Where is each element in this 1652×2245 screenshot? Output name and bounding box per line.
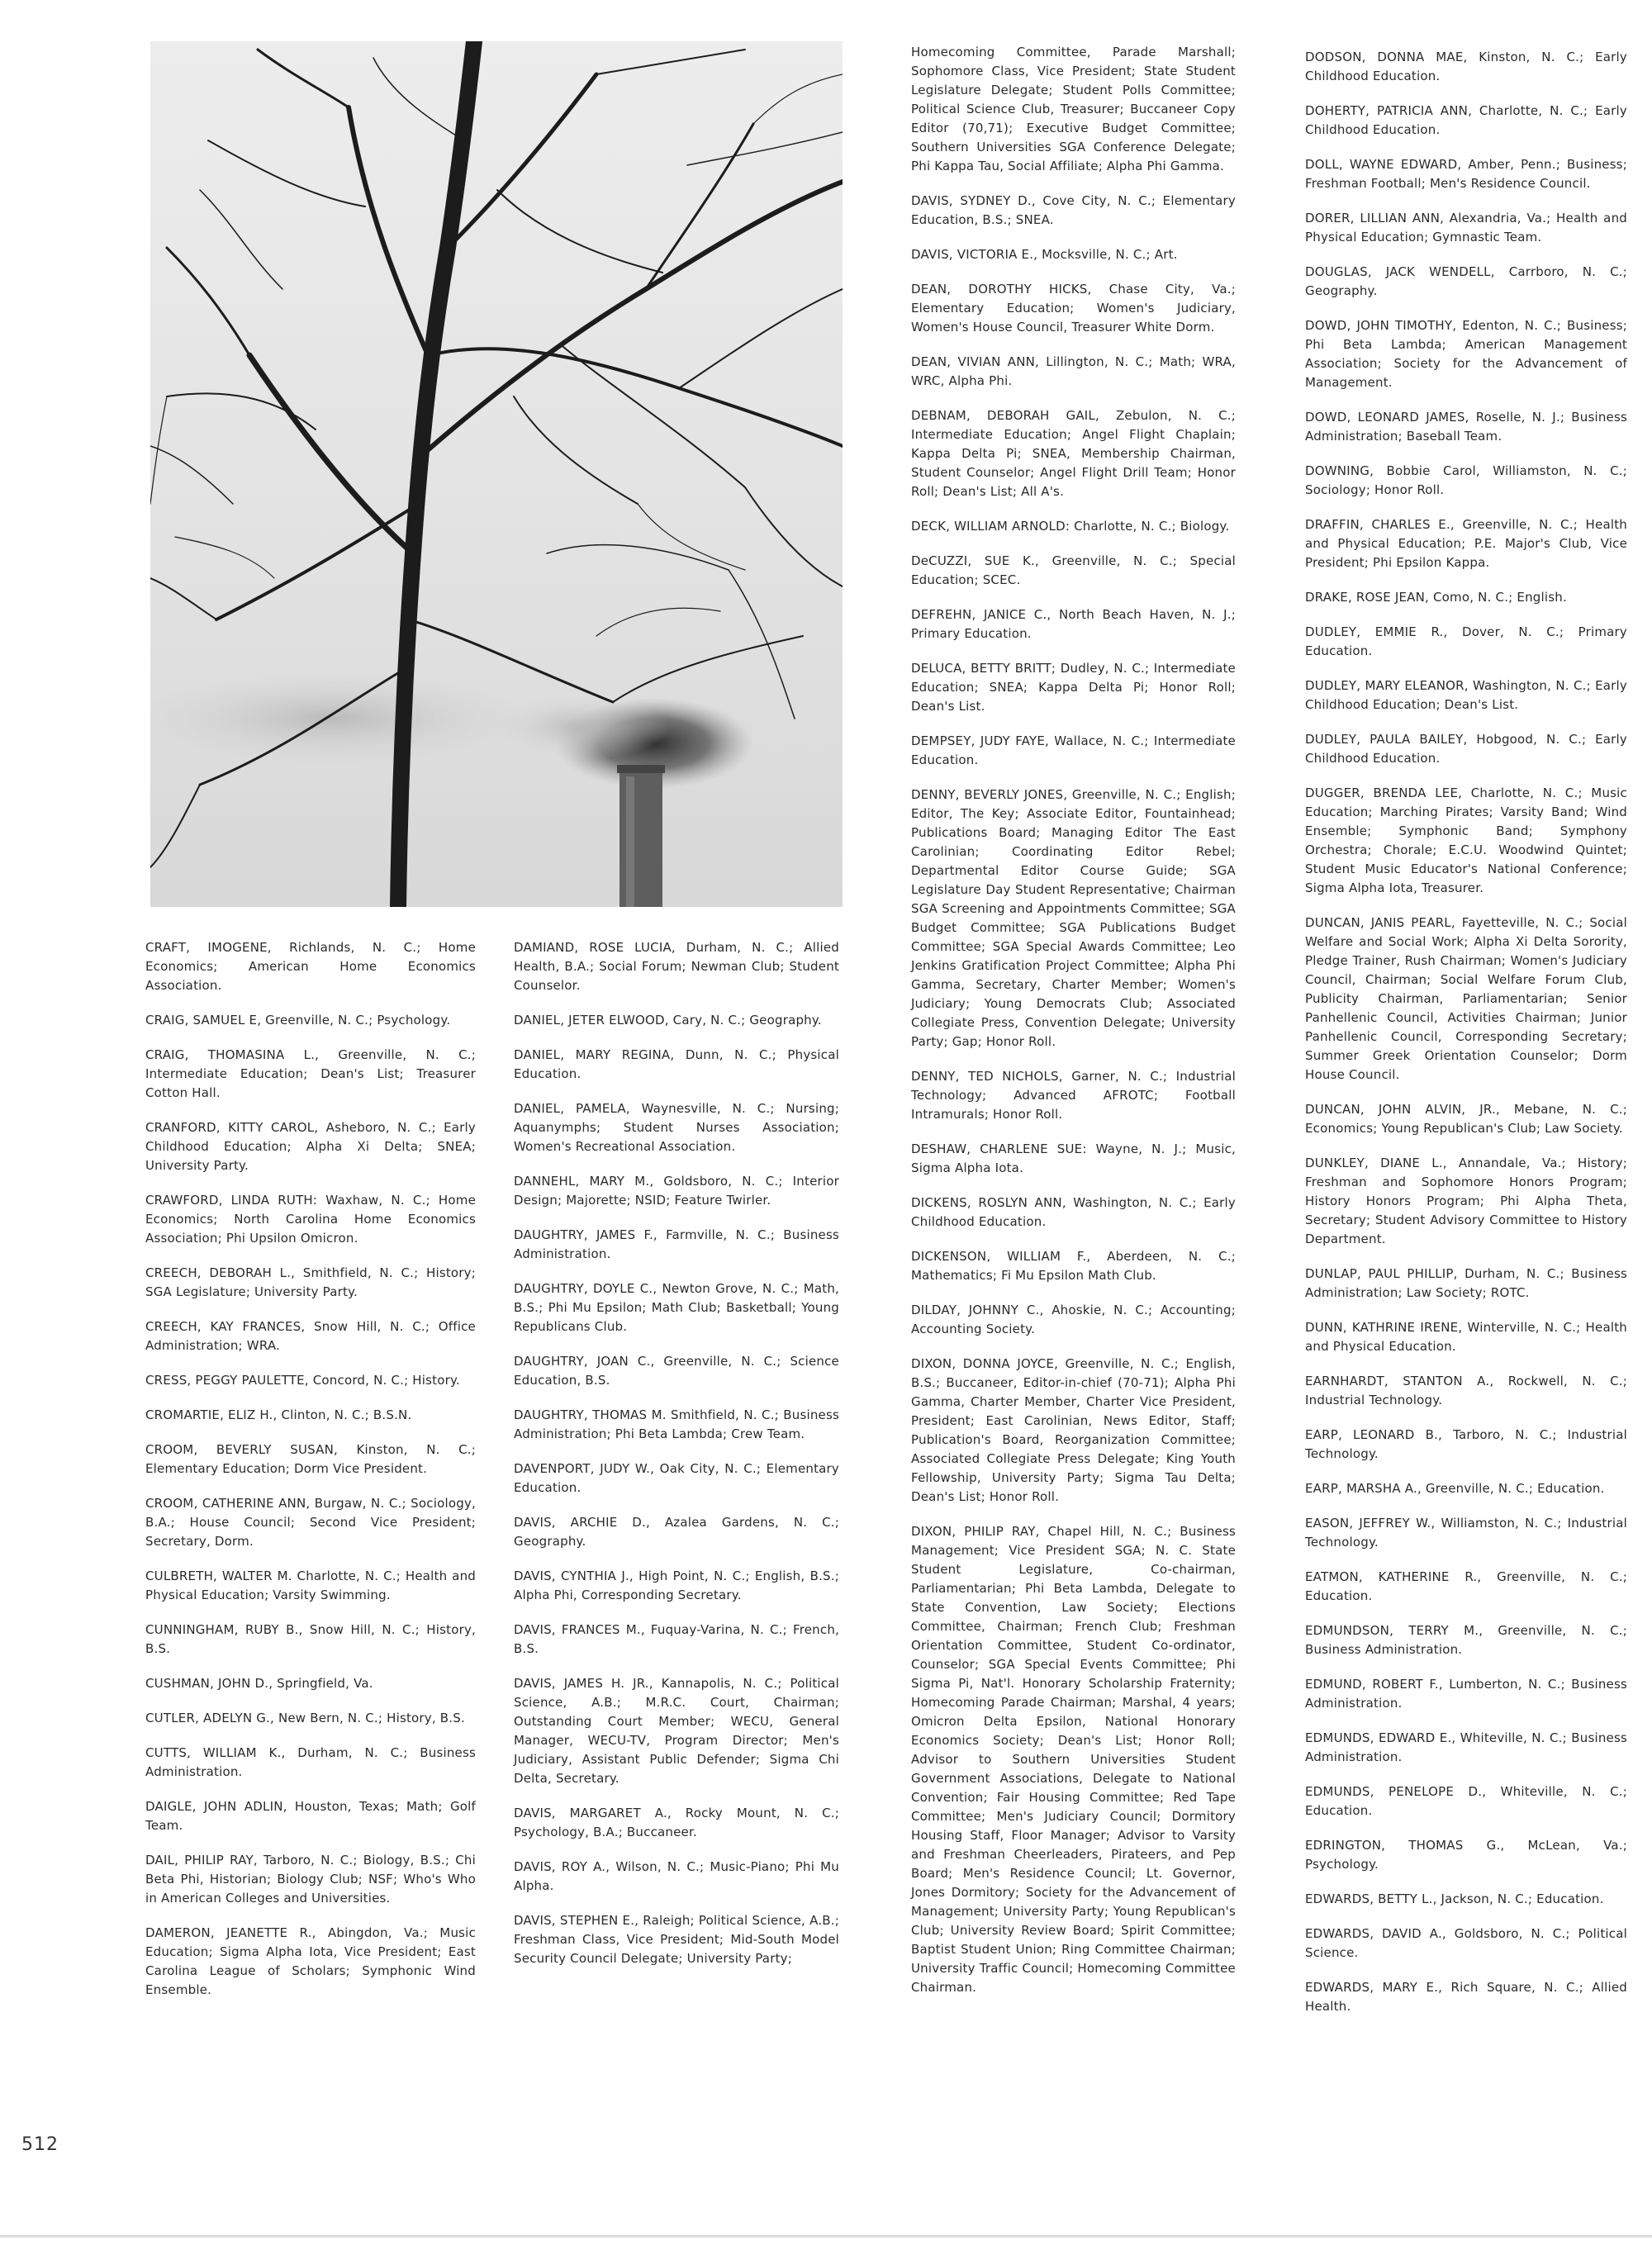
entry: DIXON, PHILIP RAY, Chapel Hill, N. C.; Business Management; Vice President SGA; N. C. State Student Legislature, Co-chairman, Parliamentarian; Phi Beta Lambda, Delegate to State Convention, Law Society; Elections Committee, Chairman; French Club; Freshman Orientation Committee, Student Co-ordinator, Counselor; SGA Special Events Committee; Phi Sigma Pi, Nat'l. Honorary Scholarship Fraternity; Homecoming Parade Chairman; Marshal, 4 years; Omicron Delta Epsilon, National Honorary Economics Society; Dean's List; Honor Roll; Advisor to Southern Universities Student Government Associations, Delegate to National Convention; Fair Housing Committee; Red Tape Committee; Men's Judiciary Council; Dormitory Housing Staff, Floor Manager; Advisor to Varsity and Freshman Cheerleaders, Pirateers, and Pep Board; Men's Residence Council; Lt. Governor, Jones Dormitory; Society for the Advancement of Management; University Party; Young Republican's Club; University Review Board; Spirit Committee; Baptist Student Union; Ring Committee Chairman; University Traffic Council; Homecoming Committee Chairman.: [911, 1524, 1236, 1995]
entry: DRAFFIN, CHARLES E., Greenville, N. C.; Health and Physical Education; P.E. Major's Club, Vice President; Phi Epsilon Kappa.: [1305, 517, 1627, 570]
entry: CROOM, CATHERINE ANN, Burgaw, N. C.; Sociology, B.A.; House Council; Second Vice President; Secretary, Dorm.: [145, 1496, 476, 1549]
entry: DOHERTY, PATRICIA ANN, Charlotte, N. C.; Early Childhood Education.: [1305, 103, 1627, 137]
entry: CRAIG, THOMASINA L., Greenville, N. C.; Intermediate Education; Dean's List; Treasurer Cotton Hall.: [145, 1047, 476, 1100]
entry: DUNKLEY, DIANE L., Annandale, Va.; History; Freshman and Sophomore Honors Program; History Honors Program; Phi Alpha Theta, Secretary; Student Advisory Committee to History Department.: [1305, 1156, 1627, 1246]
entry: DEMPSEY, JUDY FAYE, Wallace, N. C.; Intermediate Education.: [911, 733, 1236, 767]
entry: DAUGHTRY, THOMAS M. Smithfield, N. C.; Business Administration; Phi Beta Lambda; Crew Team.: [514, 1407, 839, 1441]
entry: DODSON, DONNA MAE, Kinston, N. C.; Early Childhood Education.: [1305, 50, 1627, 83]
entry: EDRINGTON, THOMAS G., McLean, Va.; Psychology.: [1305, 1838, 1627, 1872]
entry: DAUGHTRY, DOYLE C., Newton Grove, N. C.; Math, B.S.; Phi Mu Epsilon; Math Club; Basketball; Young Republicans Club.: [514, 1281, 839, 1334]
entry: DILDAY, JOHNNY C., Ahoskie, N. C.; Accounting; Accounting Society.: [911, 1303, 1236, 1336]
entry: DOWD, JOHN TIMOTHY, Edenton, N. C.; Business; Phi Beta Lambda; American Management Association; Society for the Advancement of Management.: [1305, 318, 1627, 390]
entry: CULBRETH, WALTER M. Charlotte, N. C.; Health and Physical Education; Varsity Swimming.: [145, 1569, 476, 1602]
entry: DUNCAN, JANIS PEARL, Fayetteville, N. C.; Social Welfare and Social Work; Alpha Xi Delta Sorority, Pledge Trainer, Rush Chairman; Women's Judiciary Council, Chairman; Social Welfare Forum Club, Publicity Chairman, Parliamentarian; Senior Panhellenic Council, Activities Chairman; Junior Panhellenic Council, Corresponding Secretary; Summer Greek Orientation Counselor; Dorm House Council.: [1305, 915, 1627, 1082]
column-1: [145, 938, 476, 2015]
entry: DENNY, TED NICHOLS, Garner, N. C.; Industrial Technology; Advanced AFROTC; Football Intramurals; Honor Roll.: [911, 1069, 1236, 1122]
entry: DAVIS, SYDNEY D., Cove City, N. C.; Elementary Education, B.S.; SNEA.: [911, 193, 1236, 227]
entry: DAUGHTRY, JAMES F., Farmville, N. C.; Business Administration.: [514, 1227, 839, 1261]
entry: DOWNING, Bobbie Carol, Williamston, N. C.; Sociology; Honor Roll.: [1305, 463, 1627, 497]
entry: DAVIS, ARCHIE D., Azalea Gardens, N. C.; Geography.: [514, 1515, 839, 1549]
entry: DANIEL, JETER ELWOOD, Cary, N. C.; Geography.: [514, 1013, 822, 1028]
entry: EARP, MARSHA A., Greenville, N. C.; Education.: [1305, 1481, 1605, 1496]
entry: CROMARTIE, ELIZ H., Clinton, N. C.; B.S.N.: [145, 1407, 412, 1422]
entry: DAVIS, JAMES H. JR., Kannapolis, N. C.; Political Science, A.B.; M.R.C. Court, Chairman; Outstanding Court Member; WECU, General Manager, WECU-TV, Program Director; Men's Judiciary, Assistant Public Defender; Sigma Chi Delta, Secretary.: [514, 1676, 839, 1786]
entry: EASON, JEFFREY W., Williamston, N. C.; Industrial Technology.: [1305, 1516, 1627, 1550]
entry: DOUGLAS, JACK WENDELL, Carrboro, N. C.; Geography.: [1305, 264, 1627, 298]
entry: DUNCAN, JOHN ALVIN, JR., Mebane, N. C.; Economics; Young Republican's Club; Law Society.: [1305, 1102, 1627, 1136]
entry: DRAKE, ROSE JEAN, Como, N. C.; English.: [1305, 590, 1567, 605]
page-number: 512: [21, 2134, 59, 2155]
entry: DESHAW, CHARLENE SUE: Wayne, N. J.; Music, Sigma Alpha Iota.: [911, 1141, 1236, 1175]
entry: DORER, LILLIAN ANN, Alexandria, Va.; Health and Physical Education; Gymnastic Team.: [1305, 211, 1627, 244]
entry: EDMUNDS, EDWARD E., Whiteville, N. C.; Business Administration.: [1305, 1730, 1627, 1764]
entry: DUDLEY, PAULA BAILEY, Hobgood, N. C.; Early Childhood Education.: [1305, 732, 1627, 766]
entry: CROOM, BEVERLY SUSAN, Kinston, N. C.; Elementary Education; Dorm Vice President.: [145, 1442, 476, 1476]
entry: CREECH, KAY FRANCES, Snow Hill, N. C.; Office Administration; WRA.: [145, 1319, 476, 1353]
entry: DAMERON, JEANETTE R., Abingdon, Va.; Music Education; Sigma Alpha Iota, Vice President; East Carolina League of Scholars; Symphonic Wind Ensemble.: [145, 1925, 476, 1997]
column-4: [1305, 48, 1627, 2032]
entry: CUTLER, ADELYN G., New Bern, N. C.; History, B.S.: [145, 1711, 465, 1725]
entry: CREECH, DEBORAH L., Smithfield, N. C.; History; SGA Legislature; University Party.: [145, 1265, 476, 1299]
entry: DANNEHL, MARY M., Goldsboro, N. C.; Interior Design; Majorette; NSID; Feature Twirler.: [514, 1174, 839, 1208]
entry: DEAN, DOROTHY HICKS, Chase City, Va.; Elementary Education; Women's Judiciary, Women's House Council, Treasurer White Dorm.: [911, 282, 1236, 335]
entry: EDWARDS, BETTY L., Jackson, N. C.; Education.: [1305, 1891, 1604, 1906]
entry: DAVIS, FRANCES M., Fuquay-Varina, N. C.; French, B.S.: [514, 1622, 839, 1656]
entry: EDWARDS, MARY E., Rich Square, N. C.; Allied Health.: [1305, 1980, 1627, 2014]
entry: DAUGHTRY, JOAN C., Greenville, N. C.; Science Education, B.S.: [514, 1354, 839, 1388]
entry: DUNLAP, PAUL PHILLIP, Durham, N. C.; Business Administration; Law Society; ROTC.: [1305, 1266, 1627, 1300]
entry: DELUCA, BETTY BRITT; Dudley, N. C.; Intermediate Education; SNEA; Kappa Delta Pi; Honor Roll; Dean's List.: [911, 661, 1236, 714]
entry: DOLL, WAYNE EDWARD, Amber, Penn.; Business; Freshman Football; Men's Residence Council.: [1305, 157, 1627, 191]
entry: DIXON, DONNA JOYCE, Greenville, N. C.; English, B.S.; Buccaneer, Editor-in-chief (70-71); Alpha Phi Gamma, Charter Member, Charter Vice President, President; East Carolinian, News Editor, Staff; Publication's Board, Reorganization Committee; Associated Collegiate Press Delegate; King Youth Fellowship, University Party; Sigma Tau Delta; Dean's List; Honor Roll.: [911, 1356, 1236, 1504]
entry: DECK, WILLIAM ARNOLD: Charlotte, N. C.; Biology.: [911, 519, 1230, 534]
entry: DEFREHN, JANICE C., North Beach Haven, N. J.; Primary Education.: [911, 607, 1236, 641]
column-3: [911, 43, 1236, 2013]
entry: DAVIS, VICTORIA E., Mocksville, N. C.; Art.: [911, 247, 1178, 262]
entry: EDMUND, ROBERT F., Lumberton, N. C.; Business Administration.: [1305, 1677, 1627, 1711]
entry: DAIGLE, JOHN ADLIN, Houston, Texas; Math; Golf Team.: [145, 1799, 476, 1833]
entry: CRAFT, IMOGENE, Richlands, N. C.; Home Economics; American Home Economics Association.: [145, 940, 476, 993]
entry: DICKENS, ROSLYN ANN, Washington, N. C.; Early Childhood Education.: [911, 1195, 1236, 1229]
entry: DUDLEY, EMMIE R., Dover, N. C.; Primary Education.: [1305, 624, 1627, 658]
entry: DAVIS, MARGARET A., Rocky Mount, N. C.; Psychology, B.A.; Buccaneer.: [514, 1806, 839, 1839]
entry: DAVIS, CYNTHIA J., High Point, N. C.; English, B.S.; Alpha Phi, Corresponding Secretary.: [514, 1569, 839, 1602]
entry: CRAIG, SAMUEL E, Greenville, N. C.; Psychology.: [145, 1013, 451, 1028]
entry: DUNN, KATHRINE IRENE, Winterville, N. C.; Health and Physical Education.: [1305, 1320, 1627, 1354]
entry: DANIEL, MARY REGINA, Dunn, N. C.; Physical Education.: [514, 1047, 839, 1081]
entry: DAVENPORT, JUDY W., Oak City, N. C.; Elementary Education.: [514, 1461, 839, 1495]
entry: EDMUNDS, PENELOPE D., Whiteville, N. C.; Education.: [1305, 1784, 1627, 1818]
entry: DAMIAND, ROSE LUCIA, Durham, N. C.; Allied Health, B.A.; Social Forum; Newman Club; Student Counselor.: [514, 940, 839, 993]
entry: DAVIS, ROY A., Wilson, N. C.; Music-Piano; Phi Mu Alpha.: [514, 1859, 839, 1893]
entry: DAVIS, STEPHEN E., Raleigh; Political Science, A.B.; Freshman Class, Vice President; Mid-South Model Security Council Delegate; University Party;: [514, 1913, 839, 1966]
entry: EDWARDS, DAVID A., Goldsboro, N. C.; Political Science.: [1305, 1926, 1627, 1960]
entry: DOWD, LEONARD JAMES, Roselle, N. J.; Business Administration; Baseball Team.: [1305, 410, 1627, 444]
entry: EARP, LEONARD B., Tarboro, N. C.; Industrial Technology.: [1305, 1427, 1627, 1461]
entry: DICKENSON, WILLIAM F., Aberdeen, N. C.; Mathematics; Fi Mu Epsilon Math Club.: [911, 1249, 1236, 1283]
entry: DENNY, BEVERLY JONES, Greenville, N. C.; English; Editor, The Key; Associate Editor, Fountainhead; Publications Board; Managing Editor The East Carolinian; Coordinating Editor Rebel; Departmental Editor Course Guide; SGA Legislature Day Student Representative; Chairman SGA Screening and Appointments Committee; SGA Budget Committee; SGA Publications Budget Committee; SGA Special Awards Committee; Leo Jenkins Gratification Project Committee; Alpha Phi Gamma, Secretary, Charter Member; Women's Judiciary; Young Democrats Club; Associated Collegiate Press, Convention Delegate; University Party; Gap; Honor Roll.: [911, 787, 1236, 1049]
entry: DANIEL, PAMELA, Waynesville, N. C.; Nursing; Aquanymphs; Student Nurses Association; Women's Recreational Association.: [514, 1101, 839, 1154]
entry: CRANFORD, KITTY CAROL, Asheboro, N. C.; Early Childhood Education; Alpha Xi Delta; SNEA; University Party.: [145, 1120, 476, 1173]
entry: CRESS, PEGGY PAULETTE, Concord, N. C.; History.: [145, 1373, 460, 1388]
entry: CRAWFORD, LINDA RUTH: Waxhaw, N. C.; Home Economics; North Carolina Home Economics Association; Phi Upsilon Omicron.: [145, 1193, 476, 1246]
entry: CUTTS, WILLIAM K., Durham, N. C.; Business Administration.: [145, 1745, 476, 1779]
scan-edge-divider: [0, 2235, 1652, 2238]
entry: CUNNINGHAM, RUBY B., Snow Hill, N. C.; History, B.S.: [145, 1622, 476, 1656]
entry: DUGGER, BRENDA LEE, Charlotte, N. C.; Music Education; Marching Pirates; Varsity Band; Wind Ensemble; Symphonic Band; Symphony Orchestra; Chorale; E.C.U. Woodwind Quintet; Student Music Educator's National Conference; Sigma Alpha Iota, Treasurer.: [1305, 786, 1627, 895]
entry: CUSHMAN, JOHN D., Springfield, Va.: [145, 1676, 373, 1691]
entry: DUDLEY, MARY ELEANOR, Washington, N. C.; Early Childhood Education; Dean's List.: [1305, 678, 1627, 712]
tree-photograph: [150, 41, 843, 907]
entry: EATMON, KATHERINE R., Greenville, N. C.; Education.: [1305, 1569, 1627, 1603]
entry: DEAN, VIVIAN ANN, Lillington, N. C.; Math; WRA, WRC, Alpha Phi.: [911, 354, 1236, 388]
entry: DEBNAM, DEBORAH GAIL, Zebulon, N. C.; Intermediate Education; Angel Flight Chaplain; Kappa Delta Pi; SNEA, Membership Chairman, Student Counselor; Angel Flight Drill Team; Honor Roll; Dean's List; All A's.: [911, 408, 1236, 499]
entry: DeCUZZI, SUE K., Greenville, N. C.; Special Education; SCEC.: [911, 553, 1236, 587]
entry: DAIL, PHILIP RAY, Tarboro, N. C.; Biology, B.S.; Chi Beta Phi, Historian; Biology Club; NSF; Who's Who in American Colleges and Universities.: [145, 1853, 476, 1906]
entry: Homecoming Committee, Parade Marshall; Sophomore Class, Vice President; State Student Legislature Delegate; Student Polls Committee; Political Science Club, Treasurer; Buccaneer Copy Editor (70,71); Executive Budget Committee; Southern Universities SGA Conference Delegate; Phi Kappa Tau, Social Affiliate; Alpha Phi Gamma.: [911, 45, 1236, 173]
column-2: [514, 938, 839, 1984]
entry: EDMUNDSON, TERRY M., Greenville, N. C.; Business Administration.: [1305, 1623, 1627, 1657]
entry: EARNHARDT, STANTON A., Rockwell, N. C.; Industrial Technology.: [1305, 1374, 1627, 1407]
